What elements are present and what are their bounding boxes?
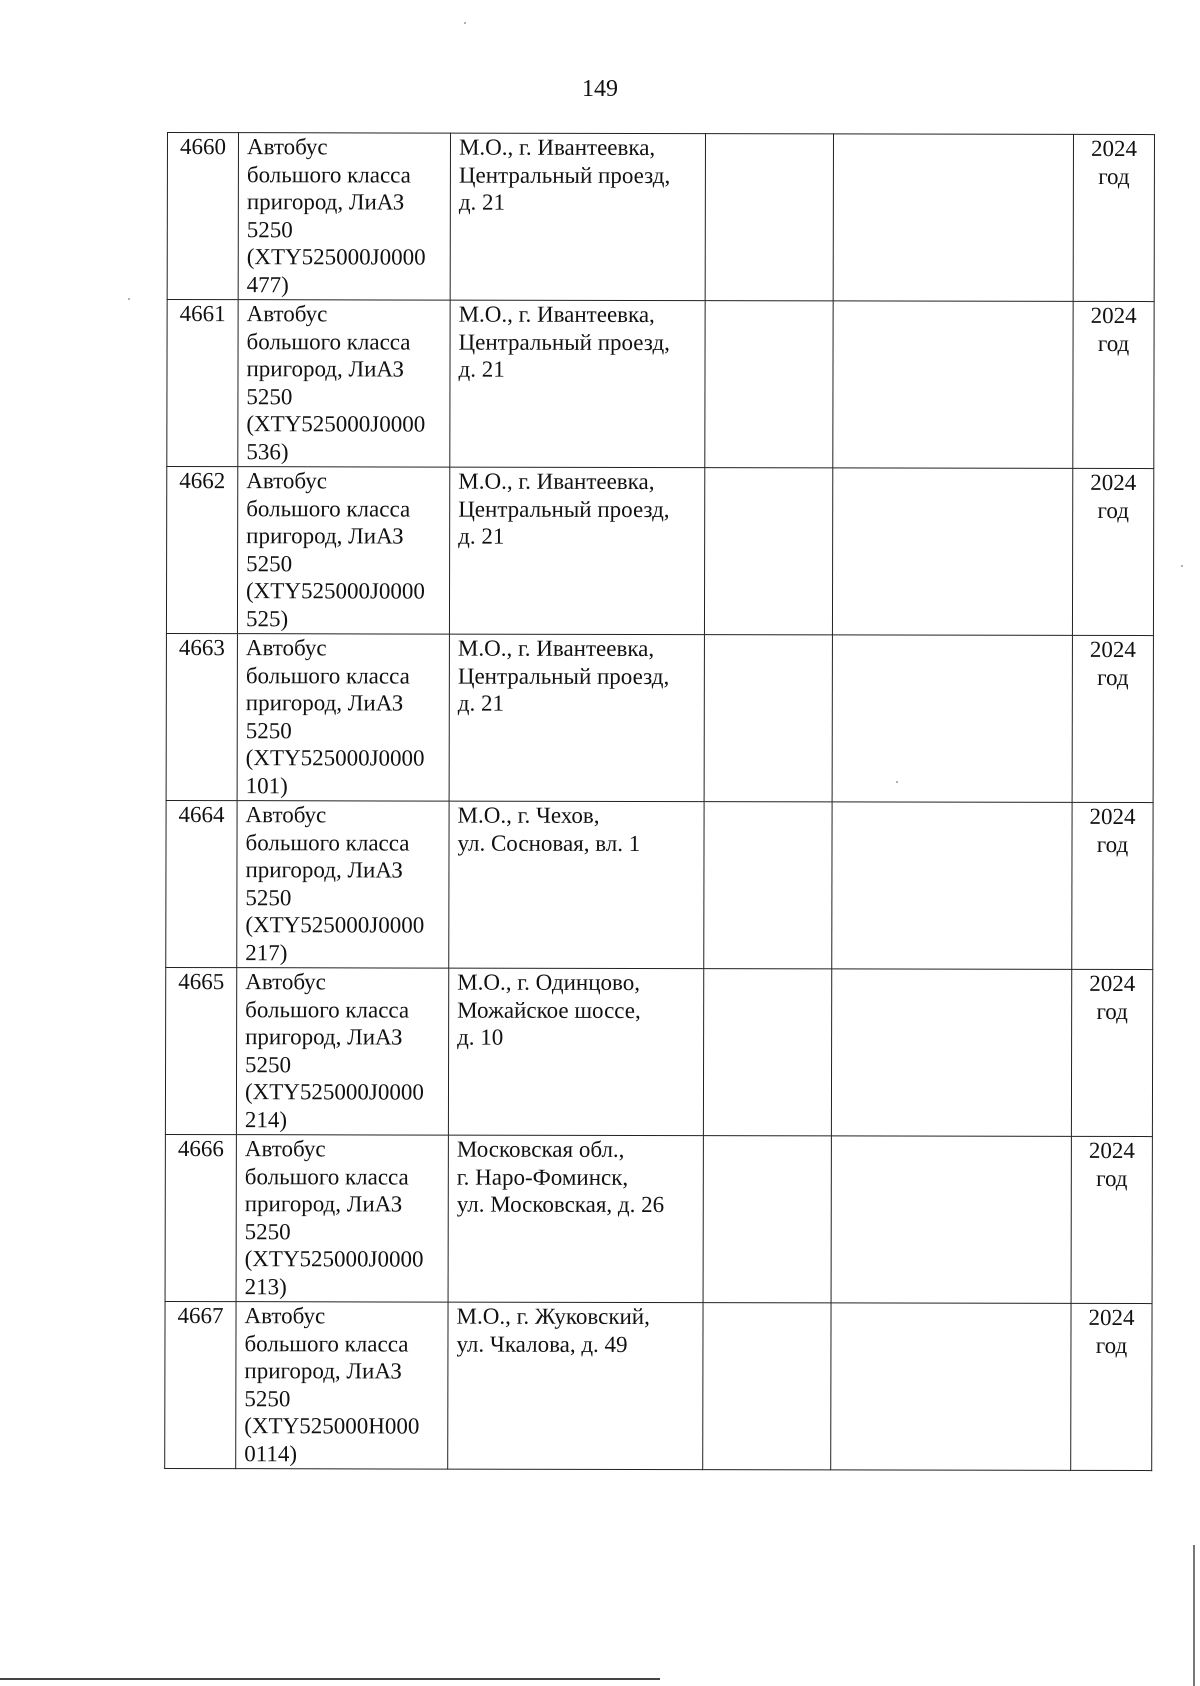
vehicle-text: Автобус большого класса пригород, ЛиАЗ 5250 (XTY525000J0000 101) xyxy=(245,635,425,798)
address-text: М.О., г. Ивантеевка, Центральный проезд, д. 21 xyxy=(458,468,670,549)
vehicle-text: Автобус большого класса пригород, ЛиАЗ 5250 (XTY525000J0000 214) xyxy=(244,969,424,1132)
year-cell xyxy=(1071,1303,1152,1470)
row-number-cell: 4660 xyxy=(167,133,238,300)
empty-cell-5 xyxy=(831,1303,1071,1471)
row-number-cell: 4665 xyxy=(165,967,236,1134)
row-number-cell: 4666 xyxy=(165,1134,236,1301)
vehicle-cell xyxy=(237,467,449,634)
address-text: М.О., г. Ивантеевка, Центральный проезд, д. 21 xyxy=(458,134,671,215)
row-number-cell: 4663 xyxy=(166,633,237,800)
address-text: М.О., г. Жуковский, ул. Чкалова, д. 49 xyxy=(456,1303,650,1357)
empty-cell-4 xyxy=(704,468,832,635)
row-number-cell: 4662 xyxy=(166,467,237,634)
year-cell xyxy=(1073,301,1154,468)
scan-speck xyxy=(1181,565,1183,567)
row-number-cell: 4667 xyxy=(165,1301,236,1468)
empty-cell-4 xyxy=(705,301,833,468)
year-text: 2024 год xyxy=(1089,803,1136,857)
empty-cell-5 xyxy=(831,969,1071,1137)
vehicle-text: Автобус большого класса пригород, ЛиАЗ 5250 (XTY525000H000 0114) xyxy=(244,1303,420,1466)
year-cell xyxy=(1071,1136,1152,1303)
row-number-cell: 4664 xyxy=(166,800,237,967)
year-cell xyxy=(1071,969,1152,1136)
address-cell xyxy=(448,968,703,1136)
empty-cell-5 xyxy=(833,301,1073,469)
address-cell xyxy=(450,300,705,468)
year-text: 2024 год xyxy=(1089,970,1136,1024)
address-text: М.О., г. Ивантеевка, Центральный проезд, д. 21 xyxy=(457,635,670,716)
empty-cell-5 xyxy=(832,802,1072,970)
empty-cell-4 xyxy=(704,635,832,802)
vehicle-cell xyxy=(238,133,450,300)
address-cell xyxy=(450,133,705,301)
year-text: 2024 год xyxy=(1090,135,1137,189)
vehicle-cell xyxy=(236,1302,448,1469)
empty-cell-4 xyxy=(703,969,831,1136)
table-row xyxy=(167,300,1154,469)
page-number: 149 xyxy=(582,76,618,102)
vehicle-cell xyxy=(236,1135,448,1302)
address-cell xyxy=(448,1302,703,1470)
table-body xyxy=(165,133,1155,1471)
vehicle-text: Автобус большого класса пригород, ЛиАЗ 5250 (XTY525000J0000 217) xyxy=(245,802,425,965)
address-text: М.О., г. Одинцово, Можайское шоссе, д. 10 xyxy=(457,969,641,1050)
vehicle-registry-table xyxy=(164,132,1155,1471)
vehicle-text: Автобус большого класса пригород, ЛиАЗ 5250 (XTY525000J0000 213) xyxy=(244,1136,424,1299)
vehicle-text: Автобус большого класса пригород, ЛиАЗ 5250 (XTY525000J0000 477) xyxy=(246,134,426,297)
table-row xyxy=(166,467,1153,636)
year-text: 2024 год xyxy=(1090,302,1137,356)
empty-cell-5 xyxy=(832,468,1072,636)
scan-speck xyxy=(464,22,466,24)
address-cell xyxy=(449,634,704,802)
table-row xyxy=(166,800,1153,969)
vehicle-cell xyxy=(238,300,450,467)
empty-cell-5 xyxy=(832,635,1072,803)
table-row xyxy=(166,633,1153,802)
year-text: 2024 год xyxy=(1090,469,1137,523)
year-text: 2024 год xyxy=(1089,636,1136,690)
scan-right-edge xyxy=(1193,1545,1195,1686)
empty-cell-4 xyxy=(705,134,833,301)
year-cell xyxy=(1072,468,1153,635)
vehicle-cell xyxy=(237,634,449,801)
table-row xyxy=(165,1301,1152,1470)
empty-cell-4 xyxy=(704,802,832,969)
table-row xyxy=(165,967,1152,1136)
table-row xyxy=(165,1134,1152,1303)
vehicle-text: Автобус большого класса пригород, ЛиАЗ 5250 (XTY525000J0000 525) xyxy=(245,468,425,631)
scan-speck xyxy=(896,781,898,783)
year-text: 2024 год xyxy=(1088,1304,1135,1358)
address-text: М.О., г. Чехов, ул. Сосновая, вл. 1 xyxy=(457,802,641,856)
year-cell xyxy=(1072,635,1153,802)
scan-speck xyxy=(128,298,130,300)
scan-bottom-rule xyxy=(0,1678,660,1680)
address-text: М.О., г. Ивантеевка, Центральный проезд, д. 21 xyxy=(458,301,670,382)
row-number-cell: 4661 xyxy=(167,300,238,467)
empty-cell-4 xyxy=(703,1303,831,1470)
address-cell xyxy=(449,801,704,969)
address-cell xyxy=(449,467,704,635)
table-row xyxy=(167,133,1154,302)
year-cell xyxy=(1073,134,1154,301)
address-text: Московская обл., г. Наро-Фоминск, ул. Московская, д. 26 xyxy=(456,1136,665,1218)
empty-cell-5 xyxy=(833,134,1073,302)
vehicle-cell xyxy=(236,968,448,1135)
year-text: 2024 год xyxy=(1088,1137,1135,1191)
address-cell xyxy=(448,1135,703,1303)
empty-cell-4 xyxy=(703,1136,831,1303)
year-cell xyxy=(1072,802,1153,969)
vehicle-cell xyxy=(237,801,449,968)
vehicle-text: Автобус большого класса пригород, ЛиАЗ 5250 (XTY525000J0000 536) xyxy=(246,301,426,464)
empty-cell-5 xyxy=(831,1136,1071,1304)
